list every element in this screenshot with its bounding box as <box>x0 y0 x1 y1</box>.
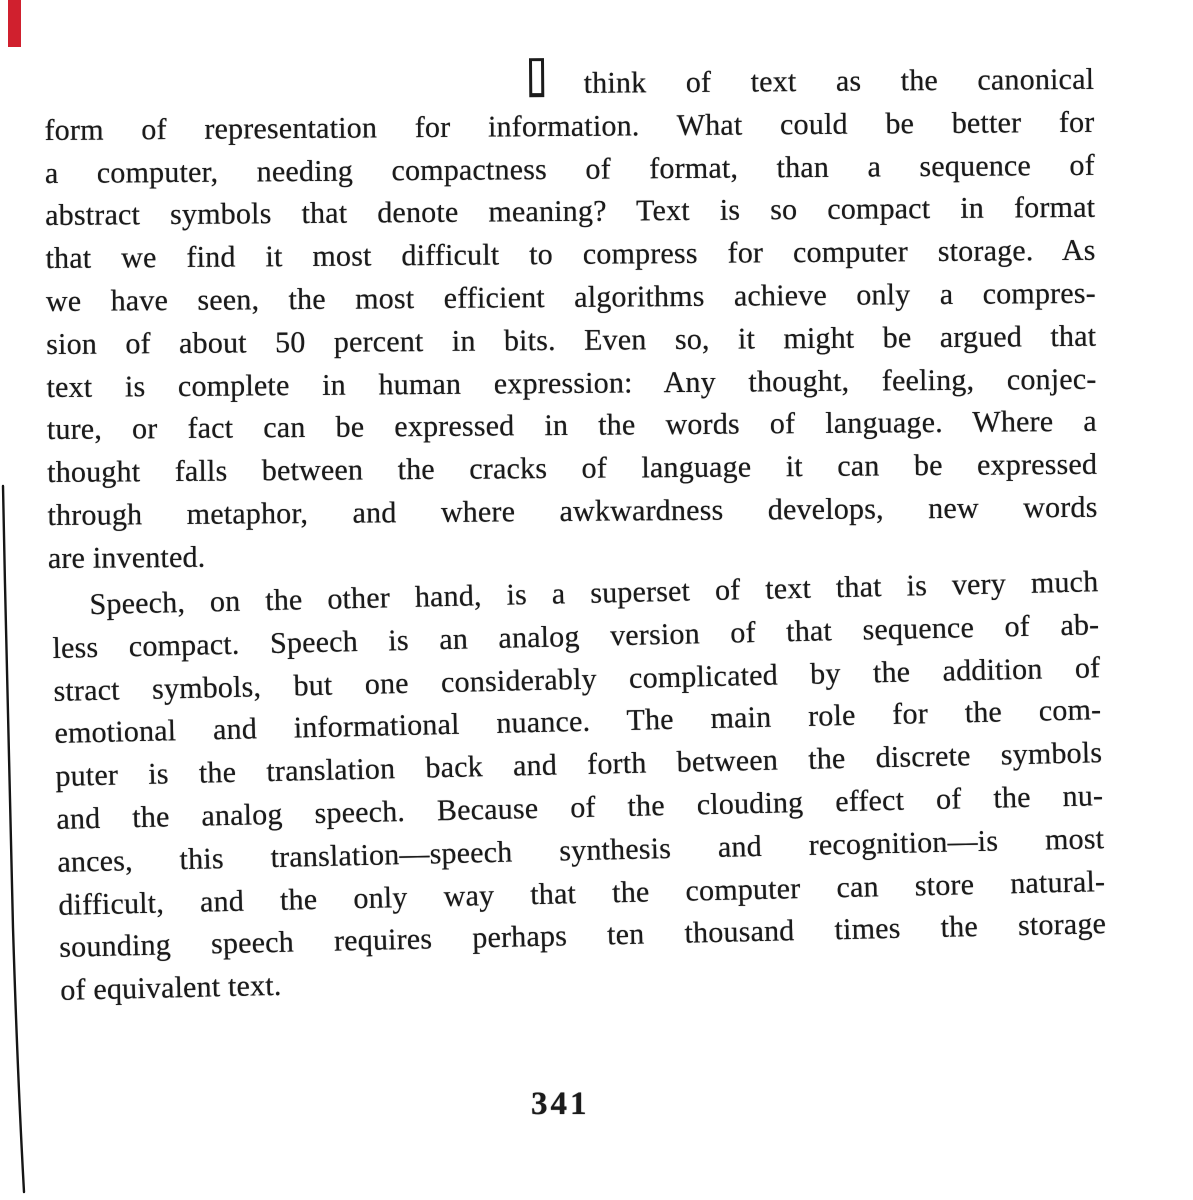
text-line: emotional and informational nuance. The main role for the com- <box>54 693 1102 750</box>
text-line: stract symbols, but one considerably complicated by the addition of <box>53 650 1101 708</box>
text-line: ture, or fact can be expressed in the words of language. Where a <box>46 405 1097 447</box>
page-edge-scan-line <box>0 478 36 1200</box>
page-edge-scan-line-path <box>3 486 24 1192</box>
text-line: form of representation for information. What could be better for <box>44 105 1095 147</box>
text-line: of equivalent text. <box>59 968 282 1007</box>
dropcap-letter-i <box>529 58 544 97</box>
page-number: 341 <box>531 1086 590 1122</box>
text-line: ances, this translation—speech synthesis and recognition—is most <box>57 821 1105 879</box>
text-line: we have seen, the most efficient algorithms achieve only a compres- <box>45 276 1096 318</box>
text-line-opening <box>44 54 1094 110</box>
text-line: puter is the translation back and forth between the discrete symbols <box>55 735 1103 793</box>
text-line: difficult, and the only way that the computer can store natural- <box>57 864 1106 922</box>
text-line: that we find it most difficult to compress for computer storage. As <box>45 233 1096 276</box>
text-line: thought falls between the cracks of language it can be expressed <box>47 447 1098 490</box>
text-line: less compact. Speech is an analog version of that sequence of ab- <box>52 607 1100 665</box>
text-line: a computer, needing compactness of format, than a sequence of <box>44 148 1095 190</box>
text-line: Speech, on the other hand, is a superset of text that is very much <box>89 564 1099 621</box>
text-block <box>44 54 1107 1013</box>
text-line: are invented. <box>47 540 206 575</box>
text-line: through metaphor, and where awkwardness develops, new words <box>47 490 1098 532</box>
opening-line-text: think of text as the canonical <box>583 62 1095 100</box>
paragraph-speech-lines <box>51 561 1107 1013</box>
red-edge-mark <box>8 0 21 47</box>
paragraph-opening <box>44 54 1098 581</box>
text-line: sounding speech requires perhaps ten thousand times the storage <box>58 907 1107 964</box>
paragraph-speech <box>51 561 1107 1013</box>
text-line: abstract symbols that denote meaning? Text is so compact in format <box>45 191 1096 233</box>
text-line: sion of about 50 percent in bits. Even so, it might be argued that <box>46 319 1097 361</box>
text-line: text is complete in human expression: Any thought, feeling, conjec- <box>46 362 1097 404</box>
text-line: and the analog speech. Because of the clouding effect of the nu- <box>56 778 1104 836</box>
paragraph-opening-lines <box>44 102 1098 581</box>
